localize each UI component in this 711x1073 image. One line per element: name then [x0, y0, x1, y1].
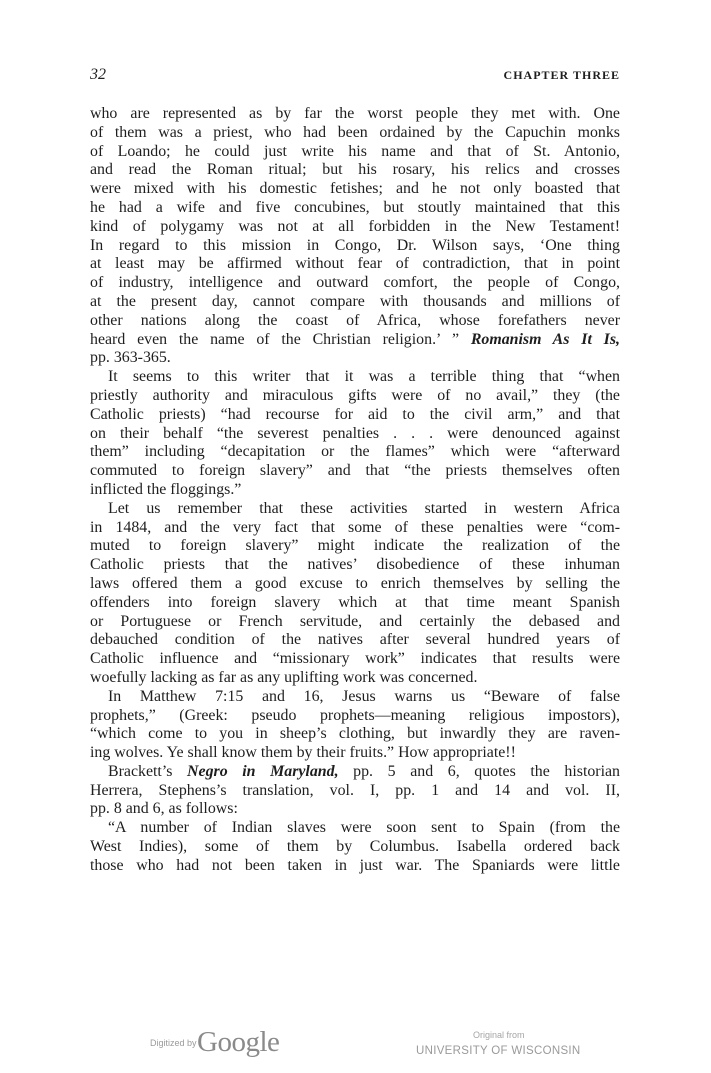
- page-number: 32: [90, 66, 106, 83]
- text-line: [90, 763, 620, 782]
- text-line: on their behalf “the severest penalties . . . were denounced against: [90, 424, 620, 442]
- text-line: inflicted the floggings.”: [90, 480, 242, 498]
- text-line: laws offered them a good excuse to enrich themselves by selling the: [90, 574, 620, 592]
- text-line: [90, 331, 620, 350]
- text-line: priestly authority and miraculous gifts were of no avail,” they (the: [90, 386, 620, 404]
- text-fragment: heard even the name of the Christian religion.’ ”: [90, 330, 471, 348]
- digitized-by-label: Digitized by: [150, 1038, 197, 1048]
- text-line: of them was a priest, who had been ordained by the Capuchin monks: [90, 123, 620, 141]
- book-title-romanism: Romanism As It Is,: [470, 330, 620, 348]
- text-line: In regard to this mission in Congo, Dr. Wilson says, ‘One thing: [90, 236, 620, 254]
- text-line: Herrera, Stephens’s translation, vol. I, pp. 1 and 14 and vol. II,: [90, 781, 620, 799]
- paragraph-5: [90, 763, 620, 819]
- text-line: Let us remember that these activities started in western Africa: [108, 499, 620, 517]
- text-line: and read the Roman ritual; but his rosary, his relics and crosses: [90, 161, 620, 179]
- text-line: at the present day, cannot compare with thousands and millions of: [90, 292, 620, 310]
- text-line: Catholic influence and “missionary work” indicates that results were: [90, 650, 620, 668]
- text-line: muted to foreign slavery” might indicate the realization of the: [90, 537, 620, 555]
- text-fragment: pp. 5 and 6, quotes the historian: [338, 762, 621, 780]
- google-logo: Google: [197, 1026, 280, 1058]
- text-line: offenders into foreign slavery which at that time meant Spanish: [90, 593, 620, 611]
- text-line: those who had not been taken in just war. The Spaniards were little: [90, 856, 620, 874]
- text-line: he had a wife and five concubines, but stoutly maintained that this: [90, 198, 620, 216]
- paragraph-2: [90, 368, 620, 500]
- text-line: debauched condition of the natives after several hundred years of: [90, 631, 620, 649]
- text-line: ing wolves. Ye shall know them by their fruits.” How appropriate!!: [90, 744, 516, 762]
- text-line: who are represented as by far the worst people they met with. One: [90, 105, 620, 122]
- text-line: kind of polygamy was not at all forbidden in the New Testament!: [90, 217, 620, 235]
- text-line: “A number of Indian slaves were soon sent to Spain (from the: [108, 819, 620, 837]
- page-header: [90, 66, 620, 86]
- text-line: pp. 363-365.: [90, 349, 171, 367]
- text-line: West Indies), some of them by Columbus. Isabella ordered back: [90, 838, 620, 856]
- text-line: woefully lacking as far as any uplifting work was concerned.: [90, 668, 478, 686]
- paragraph-6: [90, 819, 620, 875]
- paragraph-3: [90, 500, 620, 688]
- text-line: In Matthew 7:15 and 16, Jesus warns us “Beware of false: [108, 687, 620, 705]
- text-line: prophets,” (Greek: pseudo prophets—meaning religious impostors),: [90, 706, 620, 724]
- text-line: “which come to you in sheep’s clothing, but inwardly they are raven-: [90, 725, 620, 743]
- original-from-label: Original from: [473, 1030, 525, 1040]
- digitization-footer: [0, 1026, 711, 1064]
- text-line: at least may be affirmed without fear of contradiction, that in point: [90, 255, 620, 273]
- text-line: commuted to foreign slavery” and that “the priests themselves often: [90, 462, 620, 480]
- text-line: of Loando; he could just write his name and that of St. Antonio,: [90, 142, 620, 160]
- body-text: [90, 105, 620, 876]
- chapter-title: CHAPTER THREE: [503, 68, 620, 82]
- paragraph-4: [90, 688, 620, 763]
- text-fragment: Brackett’s: [108, 762, 188, 780]
- text-line: or Portuguese or French servitude, and certainly the debased and: [90, 612, 620, 630]
- text-line: other nations along the coast of Africa, whose forefathers never: [90, 311, 620, 329]
- book-title-negro-in-maryland: Negro in Maryland,: [187, 762, 339, 780]
- paragraph-1: [90, 105, 620, 368]
- text-line: It seems to this writer that it was a terrible thing that “when: [108, 368, 620, 386]
- text-line: Catholic priests that the natives’ disobedience of these inhuman: [90, 556, 620, 574]
- text-line: in 1484, and the very fact that some of these penalties were “com-: [90, 518, 620, 536]
- text-line: of industry, intelligence and outward comfort, the people of Congo,: [90, 274, 620, 292]
- university-name: UNIVERSITY OF WISCONSIN: [416, 1045, 581, 1057]
- text-line: were mixed with his domestic fetishes; and he not only boasted that: [90, 180, 620, 198]
- text-line: Catholic priests) “had recourse for aid to the civil arm,” and that: [90, 405, 620, 423]
- text-line: pp. 8 and 6, as follows:: [90, 800, 238, 818]
- text-line: them” including “decapitation or the flames” which were “afterward: [90, 443, 620, 461]
